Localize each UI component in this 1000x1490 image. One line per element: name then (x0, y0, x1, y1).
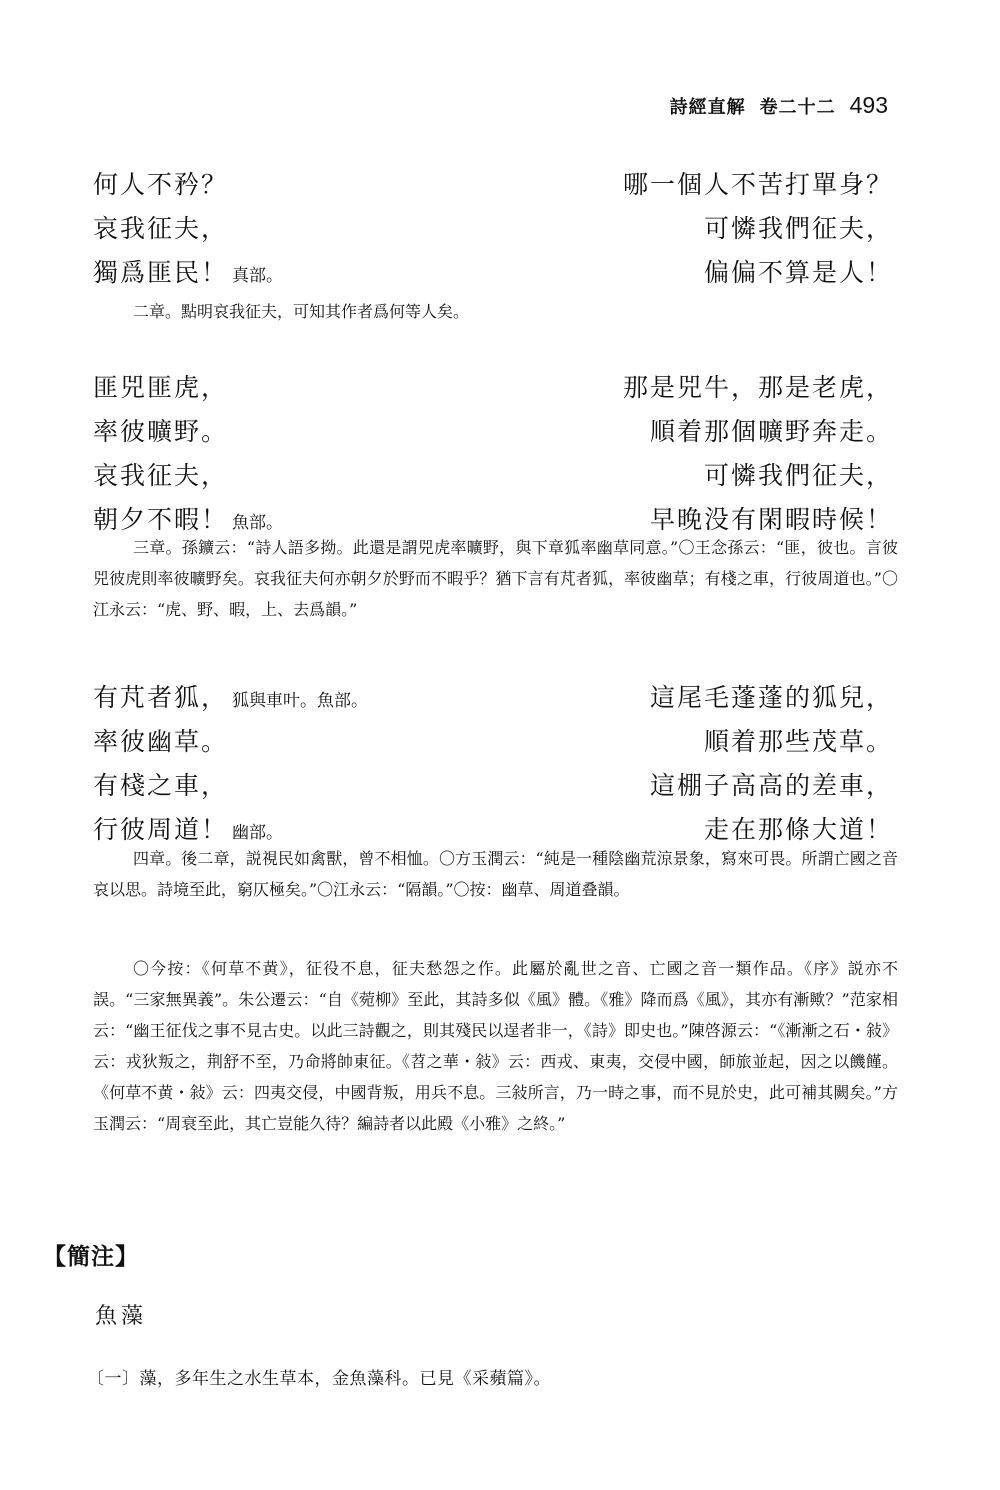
original-text: 何人不矜？ (93, 170, 229, 199)
stanza-4 (93, 678, 893, 854)
original-text: 率彼曠野。 (93, 417, 229, 446)
commentary-summary (93, 953, 898, 1139)
page-number: 493 (849, 92, 888, 118)
commentary-paragraph: 〇今按：《何草不黄》，征役不息，征夫愁怨之作。此屬於亂世之音、亡國之音一類作品。《序》説亦不誤。“三家無異義”。朱公遷云：“自《菀柳》至此，其詩多似《風》體。《雅》降而爲《風》，其亦有漸歟？”范家相云：“幽王征伐之事不見古史。以此三詩觀之，則其殘民以逞者非一，《詩》即史也。”陳啓源云：“《漸漸之石・敍》云：戎狄叛之，荆舒不至，乃命將帥東征。《苕之華・敍》云：西戎、東夷，交侵中國，師旅並起，因之以饑饉。《何草不黄・敍》云：四夷交侵，中國背叛，用兵不息。三敍所言，乃一時之事，而不見於史，此可補其闕矣。”方玉潤云：“周衰至此，其亡豈能久待？編詩者以此殿《小雅》之終。” (93, 959, 898, 1133)
notes-poem-title: 魚藻 (95, 1304, 148, 1329)
commentary-paragraph: 三章。孫鑛云：“詩人語多拗。此還是謂兕虎率曠野，與下章狐率幽草同意。”〇王念孫云：“匪，彼也。言彼兕彼虎則率彼曠野矣。哀我征夫何亦朝夕於野而不暇乎？猶下言有芃者狐，率彼幽草；有棧之車，行彼周道也。”〇江永云：“虎、野、暇，上、去爲韻。” (93, 538, 898, 619)
translation-text: 哪一個人不苦打單身？ (622, 170, 893, 199)
verse-line (93, 412, 893, 456)
original-text: 匪兕匪虎， (93, 373, 229, 402)
translation-text: 可憐我們征夫， (703, 214, 893, 243)
translation-text: 那是兕牛，那是老虎， (622, 373, 893, 402)
original-text: 哀我征夫， (93, 214, 229, 243)
verse-line (93, 722, 893, 766)
book-title: 詩經直解 (669, 97, 746, 118)
original-text: 有芃者狐， (93, 683, 229, 712)
verse-line (93, 253, 893, 297)
original-text: 獨爲匪民！ (93, 258, 229, 287)
running-header (670, 92, 888, 119)
verse-line (93, 766, 893, 810)
stanza-2 (93, 165, 893, 297)
volume-label: 卷二十二 (759, 97, 836, 118)
original-text: 率彼幽草。 (93, 727, 229, 756)
original-text: 朝夕不暇！ (93, 505, 229, 534)
rhyme-note: 真部。 (232, 266, 284, 286)
translation-text: 順着那個曠野奔走。 (649, 417, 893, 446)
original-text: 哀我征夫， (93, 461, 229, 490)
rhyme-note: 狐與車叶。魚部。 (232, 691, 369, 711)
translation-text: 偏偏不算是人！ (703, 258, 893, 287)
rhyme-note: 幽部。 (232, 823, 284, 843)
verse-line (93, 165, 893, 209)
verse-line (93, 368, 893, 412)
translation-text: 走在那條大道！ (703, 815, 893, 844)
translation-text: 可憐我們征夫， (703, 461, 893, 490)
translation-text: 順着那些茂草。 (703, 727, 893, 756)
commentary-2 (93, 296, 898, 327)
translation-text: 這尾毛蓬蓬的狐兒， (649, 683, 893, 712)
stanza-3 (93, 368, 893, 544)
note-item: 〔一〕藻，多年生之水生草本，金魚藻科。已見《采蘋篇》。 (87, 1369, 551, 1389)
commentary-paragraph: 四章。後二章，説視民如禽獸，曾不相恤。〇方玉潤云：“純是一種陰幽荒涼景象，寫來可畏。所謂亡國之音哀以思。詩境至此，窮仄極矣。”〇江永云：“隔韻。”〇按：幽草、周道叠韻。 (93, 849, 898, 899)
rhyme-note: 魚部。 (232, 513, 284, 533)
translation-text: 早晚没有閑暇時候！ (649, 505, 893, 534)
commentary-3 (93, 532, 898, 625)
verse-line (93, 209, 893, 253)
translation-text: 這棚子高高的差車， (649, 771, 893, 800)
commentary-paragraph: 二章。點明哀我征夫，可知其作者爲何等人矣。 (133, 302, 470, 321)
verse-line (93, 456, 893, 500)
verse-line (93, 678, 893, 722)
notes-heading: 【簡注】 (43, 1244, 139, 1270)
original-text: 有棧之車， (93, 771, 229, 800)
original-text: 行彼周道！ (93, 815, 229, 844)
commentary-4 (93, 843, 898, 905)
